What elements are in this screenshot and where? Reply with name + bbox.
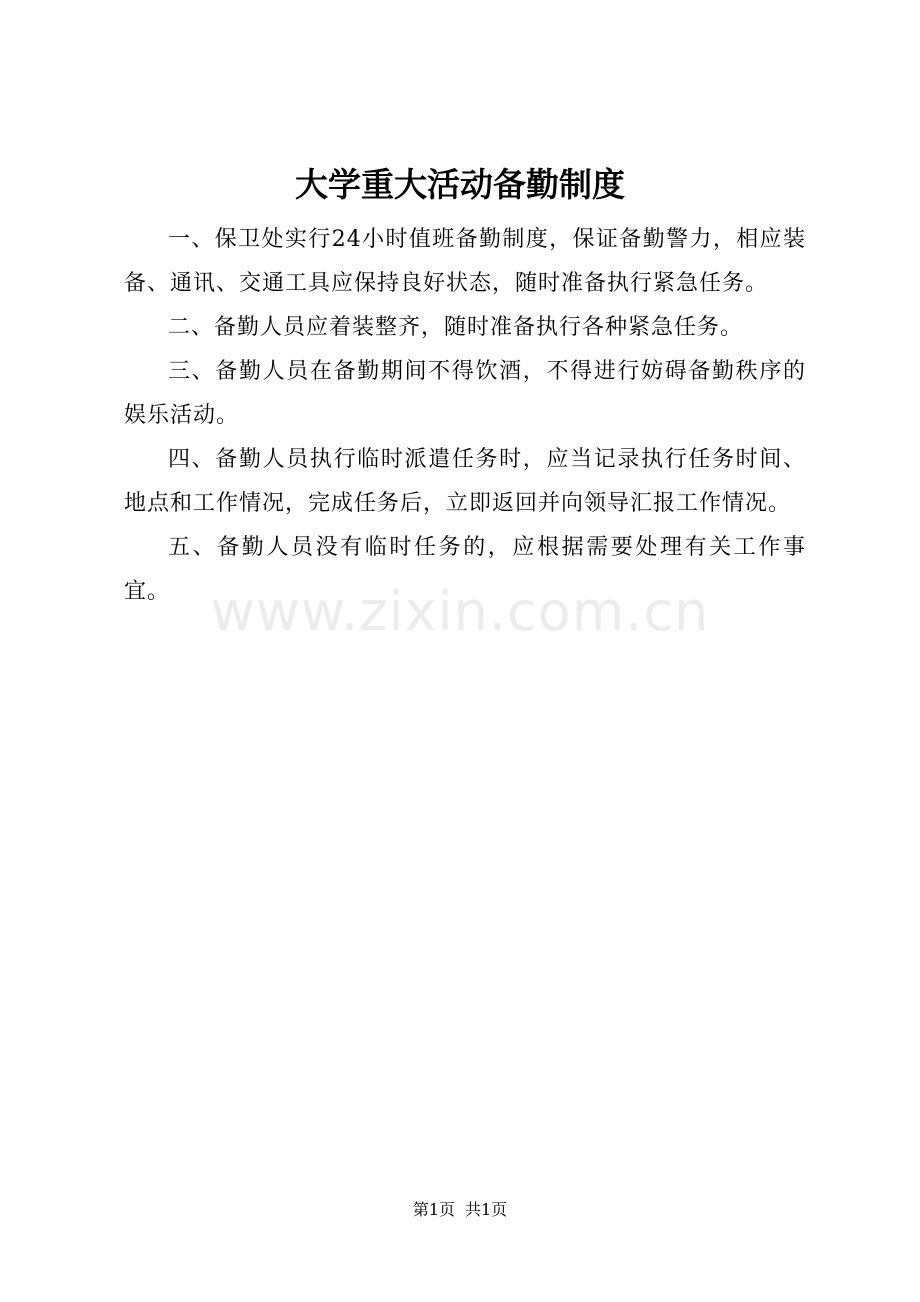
watermark: www.zixin.com.cn [210, 580, 710, 643]
paragraph-1: 一、保卫处实行24小时值班备勤制度，保证备勤警力，相应装备、通讯、交通工具应保持良好状态，随时准备执行紧急任务。 [124, 227, 806, 296]
page-number-current: 第1页 [412, 1200, 455, 1219]
paragraph-2: 二、备勤人员应着装整齐，随时准备执行各种紧急任务。 [168, 315, 744, 340]
page-number-total: 共1页 [465, 1200, 508, 1219]
page-footer [0, 1198, 920, 1222]
paragraph-4: 四、备勤人员执行临时派遣任务时，应当记录执行任务时间、地点和工作情况，完成任务后，立即返回并向领导汇报工作情况。 [124, 447, 806, 516]
paragraph-5: 五、备勤人员没有临时任务的，应根据需要处理有关工作事宜。 [124, 535, 806, 604]
document-body [124, 218, 806, 614]
document-title: 大学重大活动备勤制度 [295, 165, 625, 204]
paragraph-3: 三、备勤人员在备勤期间不得饮酒，不得进行妨碍备勤秩序的娱乐活动。 [124, 359, 806, 428]
